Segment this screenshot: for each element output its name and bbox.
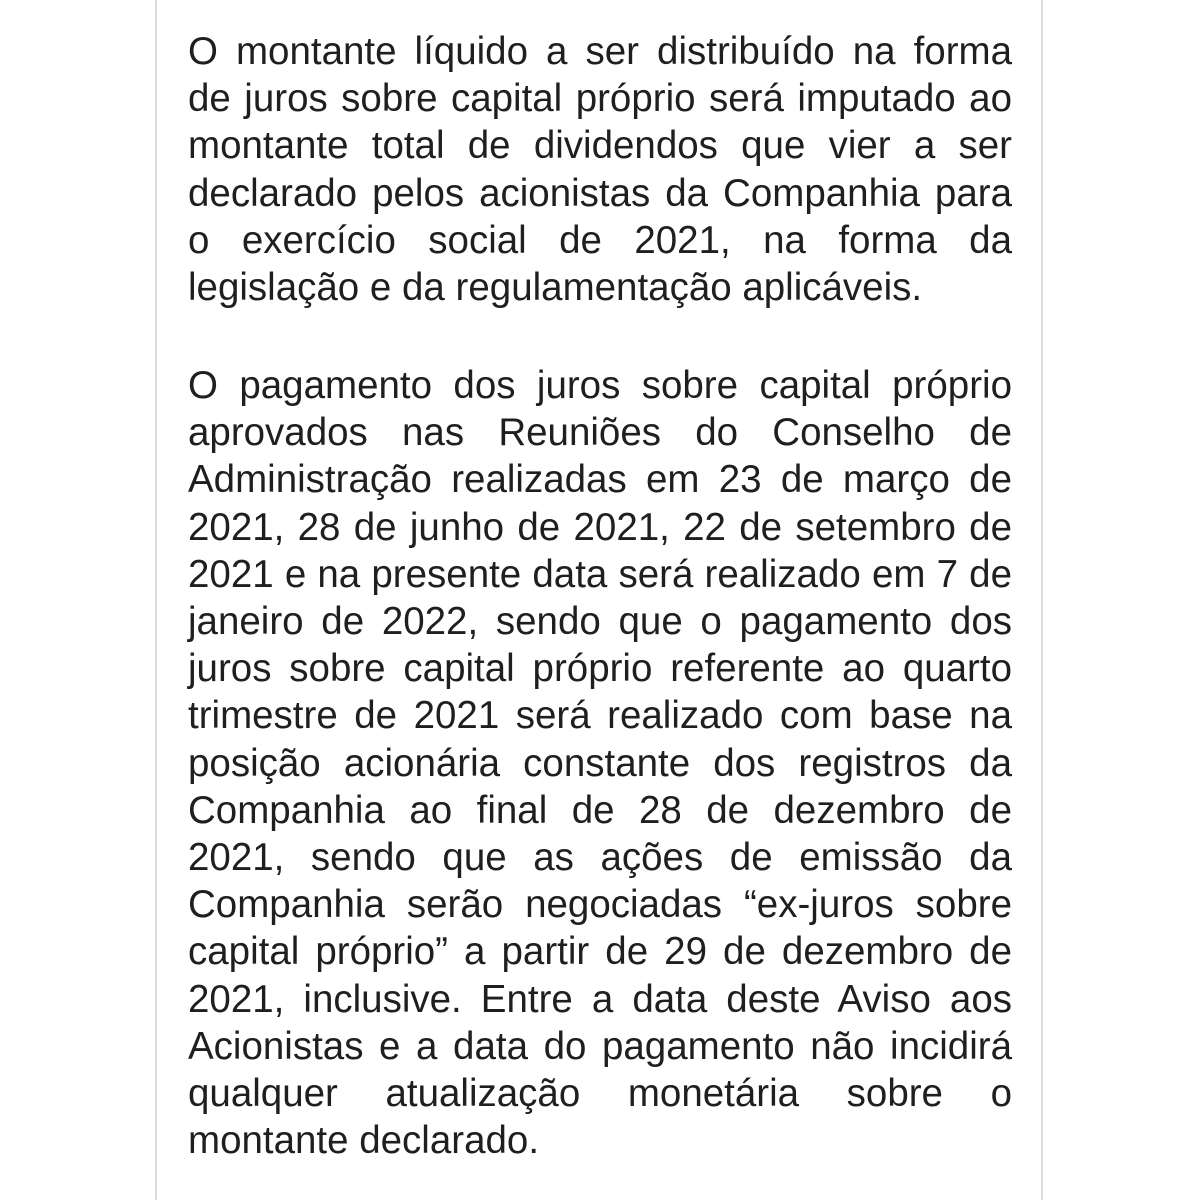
paragraph-payment: O pagamento dos juros sobre capital próprio aprovados nas Reuniões do Conselho de Administração realizadas em 23 de março de 2021, 28 de junho de 2021, 22 de setembro de 2021 e na presente data será realizado em 7 de janeiro de 2022, sendo que o pagamento dos juros sobre capital próprio referente ao quarto trimestre de 2021 será realizado com base na posição acionária constante dos registros da Companhia ao final de 28 de dezembro de 2021, sendo que as ações de emissão da Companhia serão negociadas “ex-juros sobre capital próprio” a partir de 29 de dezembro de 2021, inclusive. Entre a data deste Aviso aos Acionistas e a data do pagamento não incidirá qualquer atualização monetária sobre o montante declarado. xyxy=(188,364,1012,1163)
paragraph-net-amount: O montante líquido a ser distribuído na forma de juros sobre capital próprio será imputado ao montante total de dividendos que vier a ser declarado pelos acionistas da Companhia para o exercício social de 2021, na forma da legislação e da regulamentação aplicáveis. xyxy=(188,30,1012,310)
